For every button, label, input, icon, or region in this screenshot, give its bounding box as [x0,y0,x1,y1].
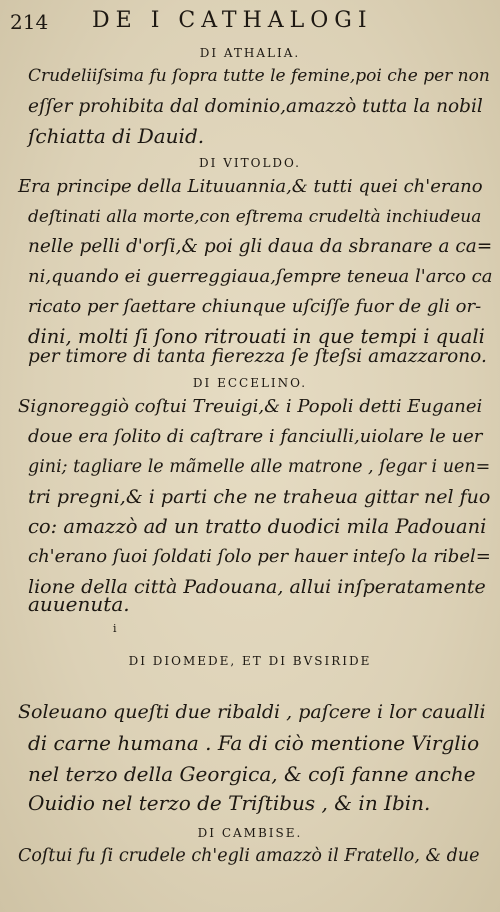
text-line: lione della città Padouana, allui inſperatamente [28,576,486,598]
text-line: Soleuano queſti due ribaldi , paſcere i lor caualli [18,701,486,723]
text-line: Crudeliiſsima fu ſopra tutte le femine,poi che per non [28,66,490,86]
section-heading-eccelino: DI ECCELINO. [192,376,308,390]
section-heading-vitoldo: DI VITOLDO. [199,156,301,170]
text-line: ſchiatta di Dauid. [28,124,205,148]
text-line: tri pregni,& i parti che ne traheua gittar nel fuo [28,486,491,508]
section-heading-athalia: DI ATHALIA. [199,46,301,60]
text-line: ni,quando ei guerreggiaua,ſempre teneua l'arco ca [28,266,493,287]
text-line: Ouidio nel terzo de Triſtibus , & in Ibin. [28,791,431,815]
text-line: ch'erano ſuoi ſoldati ſolo per hauer inteſo la ribel= [28,546,491,567]
text-line: eſſer prohibita dal dominio,amazzò tutta la nobil [28,96,483,117]
text-line: per timore di tanta fierezza ſe ſteſsi amazzarono. [28,346,487,367]
text-line: nelle pelli d'orſi,& poi gli daua da sbranare a ca= [28,236,493,257]
page-header [10,6,490,40]
stray-mark: i [113,622,117,635]
text-line: di carne humana . Fa di ciò mentione Virglio [28,731,480,755]
text-line: nel terzo della Georgica, & coſi fanne anche [28,762,476,786]
page-number: 214 [10,10,49,34]
text-line: gini; tagliare le mãmelle alle matrone , ſegar i uen= [28,457,491,477]
section-heading-diomede-busiride: DI DIOMEDE, ET DI BVSIRIDE [128,654,372,668]
text-line: auuenuta. [28,592,130,616]
text-line: dini, molti ſi ſono ritrouati in que tempi i quali [28,325,485,348]
running-head: DE I CATHALOGI [92,8,373,33]
text-line: co: amazzò ad un tratto duodici mila Padouani [28,515,487,538]
text-line: Coſtui fu ſi crudele ch'egli amazzò il Fratello, & due [18,846,480,866]
text-line: doue era ſolito di caſtrare i fanciulli,uiolare le uer [28,426,483,447]
text-line: Signoreggiò coſtui Treuigi,& i Popoli detti Euganei [18,396,483,417]
text-line: ricato per ſaettare chiunque uſciſſe fuor de gli or- [28,296,482,317]
text-line: Era principe della Lituuannia,& tutti quei ch'erano [18,176,483,197]
section-heading-cambise: DI CAMBISE. [197,826,303,840]
text-line: deſtinati alla morte,con eſtrema crudeltà inchiudeua [28,207,482,227]
